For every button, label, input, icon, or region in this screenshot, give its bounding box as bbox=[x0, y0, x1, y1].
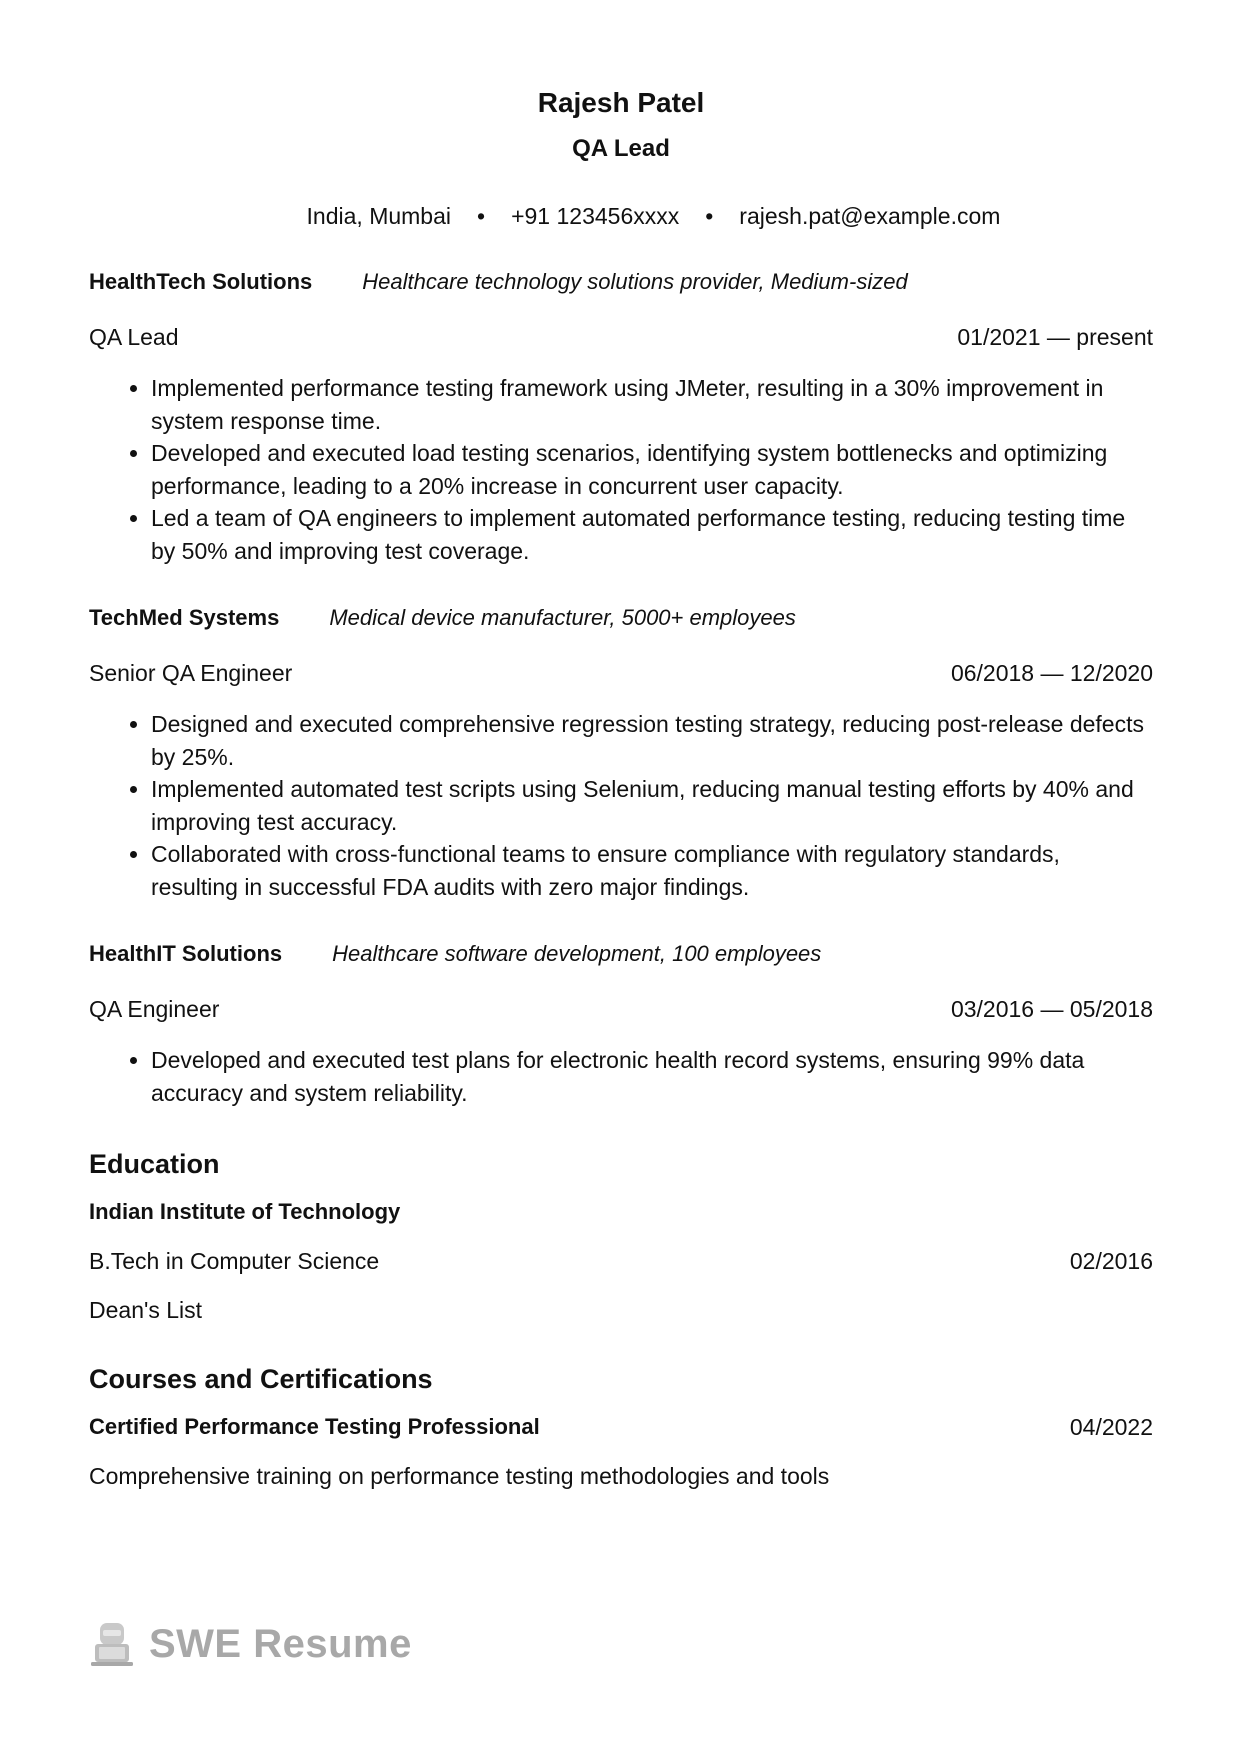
email: rajesh.pat@example.com bbox=[739, 203, 1001, 229]
role-dates: 06/2018 — 12/2020 bbox=[950, 660, 1153, 686]
role-title: QA Engineer bbox=[89, 996, 220, 1022]
company-description: Healthcare technology solutions provider, Medium-sized bbox=[362, 269, 908, 294]
graduation-date: 02/2016 bbox=[1069, 1248, 1153, 1274]
job-entry bbox=[89, 268, 1153, 567]
role-title: QA Lead bbox=[89, 324, 179, 350]
achievement-list bbox=[89, 708, 1153, 903]
separator: • bbox=[705, 203, 714, 229]
job-entry bbox=[89, 940, 1153, 1109]
role-title: Senior QA Engineer bbox=[89, 660, 293, 686]
resume-header bbox=[89, 0, 1153, 230]
achievement-item: • Developed and executed load testing scenarios, identifying system bottlenecks and optimizing performance, leading to a 20% increase in concurrent user capacity. bbox=[151, 437, 1153, 502]
course-name: Certified Performance Testing Professional bbox=[89, 1414, 540, 1439]
role-row bbox=[89, 659, 1153, 687]
logo-text: SWE Resume bbox=[149, 1621, 412, 1666]
education-section bbox=[89, 1147, 1153, 1324]
section-heading-education: Education bbox=[89, 1149, 220, 1179]
degree: B.Tech in Computer Science bbox=[89, 1248, 380, 1274]
job-header bbox=[89, 268, 1153, 296]
job-entry bbox=[89, 604, 1153, 903]
achievement-item: • Led a team of QA engineers to implement automated performance testing, reducing testing time by 50% and improving test coverage. bbox=[151, 502, 1153, 567]
separator: • bbox=[477, 203, 486, 229]
swe-resume-logo bbox=[89, 1620, 412, 1668]
role-dates: 03/2016 — 05/2018 bbox=[950, 996, 1153, 1022]
person-laptop-icon bbox=[89, 1620, 135, 1668]
education-note: Dean's List bbox=[89, 1297, 203, 1323]
achievement-item: • Designed and executed comprehensive regression testing strategy, reducing post-release defects by 25%. bbox=[151, 708, 1153, 773]
achievement-list bbox=[89, 1044, 1153, 1109]
company-name: HealthTech Solutions bbox=[89, 269, 313, 294]
achievement-list bbox=[89, 372, 1153, 567]
phone: +91 123456xxxx bbox=[511, 203, 680, 229]
courses-section bbox=[89, 1362, 1153, 1490]
company-name: TechMed Systems bbox=[89, 605, 280, 630]
role-dates: 01/2021 — present bbox=[957, 324, 1153, 350]
company-name: HealthIT Solutions bbox=[89, 941, 283, 966]
role-row bbox=[89, 995, 1153, 1023]
company-description: Medical device manufacturer, 5000+ employees bbox=[329, 605, 796, 630]
candidate-title: QA Lead bbox=[572, 135, 670, 162]
candidate-name: Rajesh Patel bbox=[537, 87, 705, 118]
achievement-item: • Implemented performance testing framework using JMeter, resulting in a 30% improvement in system response time. bbox=[151, 372, 1153, 437]
achievement-item: • Developed and executed test plans for electronic health record systems, ensuring 99% data accuracy and system reliability. bbox=[151, 1044, 1153, 1109]
institution-name: Indian Institute of Technology bbox=[89, 1199, 401, 1224]
role-row bbox=[89, 323, 1153, 351]
course-row bbox=[89, 1413, 1153, 1441]
location: India, Mumbai bbox=[306, 203, 452, 229]
achievement-item: • Collaborated with cross-functional teams to ensure compliance with regulatory standards, resulting in successful FDA audits with zero major findings. bbox=[151, 838, 1153, 903]
contact-line bbox=[89, 202, 1153, 230]
job-header bbox=[89, 604, 1153, 632]
section-heading-courses: Courses and Certifications bbox=[89, 1364, 433, 1394]
job-header bbox=[89, 940, 1153, 968]
course-description: Comprehensive training on performance testing methodologies and tools bbox=[89, 1463, 830, 1489]
company-description: Healthcare software development, 100 employees bbox=[332, 941, 822, 966]
degree-row bbox=[89, 1247, 1153, 1275]
achievement-item: • Implemented automated test scripts using Selenium, reducing manual testing efforts by 40% and improving test accuracy. bbox=[151, 773, 1153, 838]
course-date: 04/2022 bbox=[1069, 1414, 1153, 1440]
